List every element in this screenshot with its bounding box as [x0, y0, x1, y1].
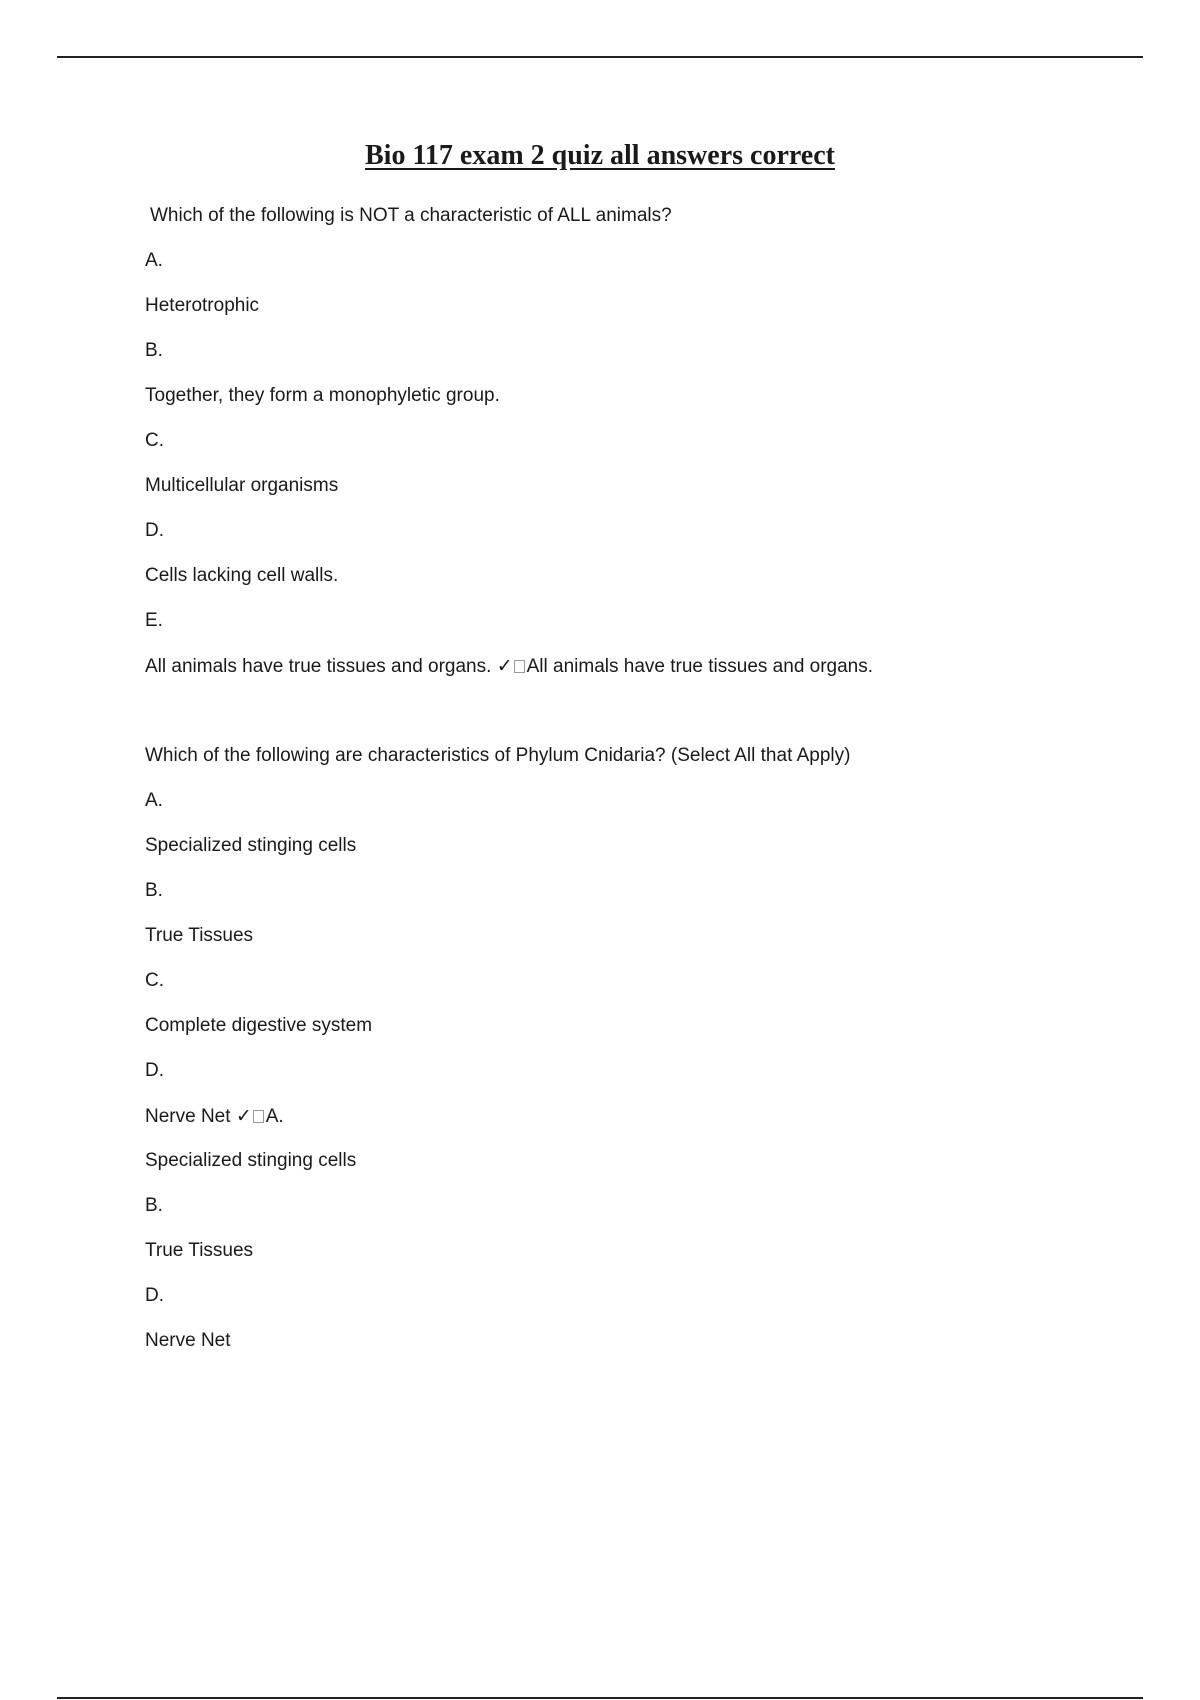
- option-letter: D.: [145, 520, 164, 541]
- option-letter: E.: [145, 610, 163, 631]
- answer-text: True Tissues: [145, 1240, 254, 1261]
- option-text: Together, they form a monophyletic group.: [145, 385, 500, 406]
- answer-text: Nerve Net: [145, 1330, 231, 1351]
- answer-letter: B.: [145, 1195, 163, 1216]
- option-text: Specialized stinging cells: [145, 835, 357, 856]
- option-with-answer: [145, 1105, 1145, 1127]
- check-mark-icon: ✓: [496, 655, 513, 677]
- question-1: [145, 205, 1145, 677]
- question-1-prompt: Which of the following is NOT a characteristic of ALL animals?: [150, 205, 672, 226]
- option-text: Complete digestive system: [145, 1015, 373, 1036]
- option-letter: C.: [145, 970, 164, 991]
- answer-text: All animals have true tissues and organs.: [526, 656, 874, 677]
- option-text: Nerve Net: [145, 1106, 231, 1127]
- missing-glyph-box-icon: [514, 660, 525, 673]
- answer-text: Specialized stinging cells: [145, 1150, 357, 1171]
- option-text: Multicellular organisms: [145, 475, 339, 496]
- question-2: [145, 745, 1145, 1352]
- bottom-rule: [57, 1697, 1143, 1699]
- option-letter: D.: [145, 1060, 164, 1081]
- document-title: Bio 117 exam 2 quiz all answers correct: [365, 140, 835, 171]
- check-mark-icon: ✓: [235, 1105, 252, 1127]
- option-letter: C.: [145, 430, 164, 451]
- option-text: All animals have true tissues and organs.: [145, 656, 492, 677]
- option-letter: A.: [145, 250, 163, 271]
- answer-letter: A.: [265, 1106, 284, 1127]
- option-letter: A.: [145, 790, 163, 811]
- question-2-prompt: Which of the following are characteristics of Phylum Cnidaria? (Select All that Apply): [145, 745, 851, 766]
- option-text: True Tissues: [145, 925, 254, 946]
- option-text: Cells lacking cell walls.: [145, 565, 339, 586]
- quiz-content: [145, 205, 1145, 1352]
- top-rule: [57, 56, 1143, 58]
- missing-glyph-box-icon: [253, 1110, 264, 1123]
- option-letter: B.: [145, 340, 163, 361]
- option-letter: B.: [145, 880, 163, 901]
- answer-letter: D.: [145, 1285, 164, 1306]
- option-with-answer: [145, 655, 1145, 677]
- option-text: Heterotrophic: [145, 295, 260, 316]
